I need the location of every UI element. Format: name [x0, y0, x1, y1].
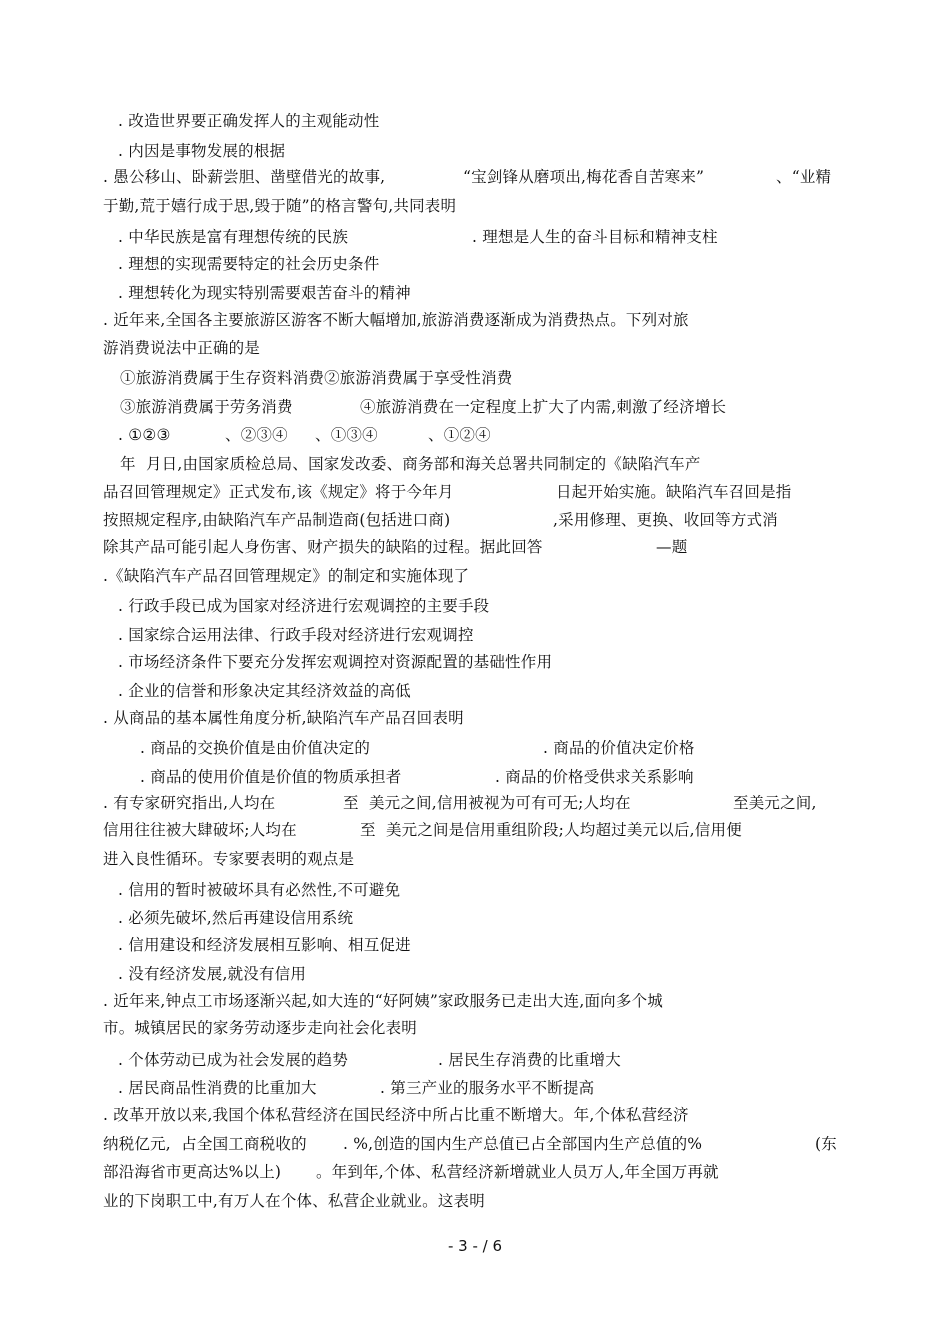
text-line: . 商品的交换价值是由价值决定的: [140, 739, 371, 757]
text-line: . 有专家研究指出,人均在: [103, 794, 276, 812]
text-line: . 行政手段已成为国家对经济进行宏观调控的主要手段: [118, 597, 490, 615]
text-line: 纳税亿元, 占全国工商税收的: [103, 1135, 307, 1153]
text-line: 至 美元之间是信用重组阶段;人均超过美元以后,信用便: [360, 821, 742, 839]
text-line: . 商品的价格受供求关系影响: [495, 768, 694, 786]
text-line: 品召回管理规定》正式发布,该《规定》将于今年月: [103, 483, 454, 501]
text-line: 部沿海省市更高达%以上): [103, 1163, 282, 1181]
text-line: 、②③④: [225, 426, 288, 444]
text-line: . 第三产业的服务水平不断提高: [380, 1079, 595, 1097]
text-line: . 从商品的基本属性角度分析,缺陷汽车产品召回表明: [103, 709, 464, 727]
text-line: . 商品的价值决定价格: [543, 739, 695, 757]
text-line: 、①②④: [428, 426, 491, 444]
text-line: . 市场经济条件下要充分发挥宏观调控对资源配置的基础性作用: [118, 653, 553, 671]
text-line: . 理想的实现需要特定的社会历史条件: [118, 255, 380, 273]
text-line: . 居民生存消费的比重增大: [438, 1051, 621, 1069]
text-line: 按照规定程序,由缺陷汽车产品制造商(包括进口商): [103, 511, 451, 529]
text-line: 于勤,荒于嬉行成于思,毁于随”的格言警句,共同表明: [103, 197, 457, 215]
text-line: . 必须先破坏,然后再建设信用系统: [118, 909, 354, 927]
text-line: .《缺陷汽车产品召回管理规定》的制定和实施体现了: [103, 567, 470, 585]
text-line: . 国家综合运用法律、行政手段对经济进行宏观调控: [118, 626, 474, 644]
text-line: . 商品的使用价值是价值的物质承担者: [140, 768, 402, 786]
text-line: . 理想是人生的奋斗目标和精神支柱: [472, 228, 718, 246]
text-line: 。年到年,个体、私营经济新增就业人员万人,年全国万再就: [316, 1163, 719, 1181]
text-line: ,采用修理、更换、收回等方式消: [553, 511, 778, 529]
text-line: 至美元之间,: [733, 794, 817, 812]
text-line: 除其产品可能引起人身伤害、财产损失的缺陷的过程。据此回答: [103, 538, 543, 556]
text-line: . 企业的信誉和形象决定其经济效益的高低: [118, 682, 411, 700]
text-line: 市。城镇居民的家务劳动逐步走向社会化表明: [103, 1019, 418, 1037]
text-line: ①旅游消费属于生存资料消费②旅游消费属于享受性消费: [120, 369, 513, 387]
text-line: 年 月日,由国家质检总局、国家发改委、商务部和海关总署共同制定的《缺陷汽车产: [120, 455, 701, 473]
text-line: . 改造世界要正确发挥人的主观能动性: [118, 112, 380, 130]
text-line: —题: [656, 538, 688, 556]
text-line: . 理想转化为现实特别需要艰苦奋斗的精神: [118, 284, 411, 302]
text-line: . 改革开放以来,我国个体私营经济在国民经济中所占比重不断增大。年,个体私营经济: [103, 1106, 689, 1124]
text-line: . 个体劳动已成为社会发展的趋势: [118, 1051, 349, 1069]
text-line: 业的下岗职工中,有万人在个体、私营企业就业。这表明: [103, 1192, 485, 1210]
text-line: . 没有经济发展,就没有信用: [118, 965, 307, 983]
page-number: - 3 - / 6: [447, 1237, 503, 1255]
text-line: . 近年来,全国各主要旅游区游客不断大幅增加,旅游消费逐渐成为消费热点。下列对旅: [103, 311, 689, 329]
text-line: . 近年来,钟点工市场逐渐兴起,如大连的“好阿姨”家政服务已走出大连,面向多个城: [103, 992, 663, 1010]
text-line: . 居民商品性消费的比重加大: [118, 1079, 317, 1097]
text-line: “宝剑锋从磨项出,梅花香自苦寒来”: [463, 168, 705, 186]
text-line: 游消费说法中正确的是: [103, 339, 261, 357]
text-line: 进入良性循环。专家要表明的观点是: [103, 850, 355, 868]
text-line: ④旅游消费在一定程度上扩大了内需,刺激了经济增长: [360, 398, 727, 416]
text-line: 、①③④: [315, 426, 378, 444]
text-line: 信用往往被大肆破坏;人均在: [103, 821, 297, 839]
text-line: 日起开始实施。缺陷汽车召回是指: [556, 483, 792, 501]
text-line: . 中华民族是富有理想传统的民族: [118, 228, 349, 246]
text-line: . 愚公移山、卧薪尝胆、凿壁借光的故事,: [103, 168, 386, 186]
text-line: . 内因是事物发展的根据: [118, 142, 286, 160]
text-line: . %,创造的国内生产总值已占全部国内生产总值的%: [343, 1135, 703, 1153]
text-line: 、“业精: [776, 168, 832, 186]
text-line: . 信用建设和经济发展相互影响、相互促进: [118, 936, 411, 954]
text-line: . 信用的暂时被破坏具有必然性,不可避免: [118, 881, 401, 899]
text-line: ③旅游消费属于劳务消费: [120, 398, 293, 416]
text-line: (东: [815, 1135, 837, 1153]
text-line: 至 美元之间,信用被视为可有可无;人均在: [343, 794, 631, 812]
text-line: . ①②③: [118, 426, 171, 444]
